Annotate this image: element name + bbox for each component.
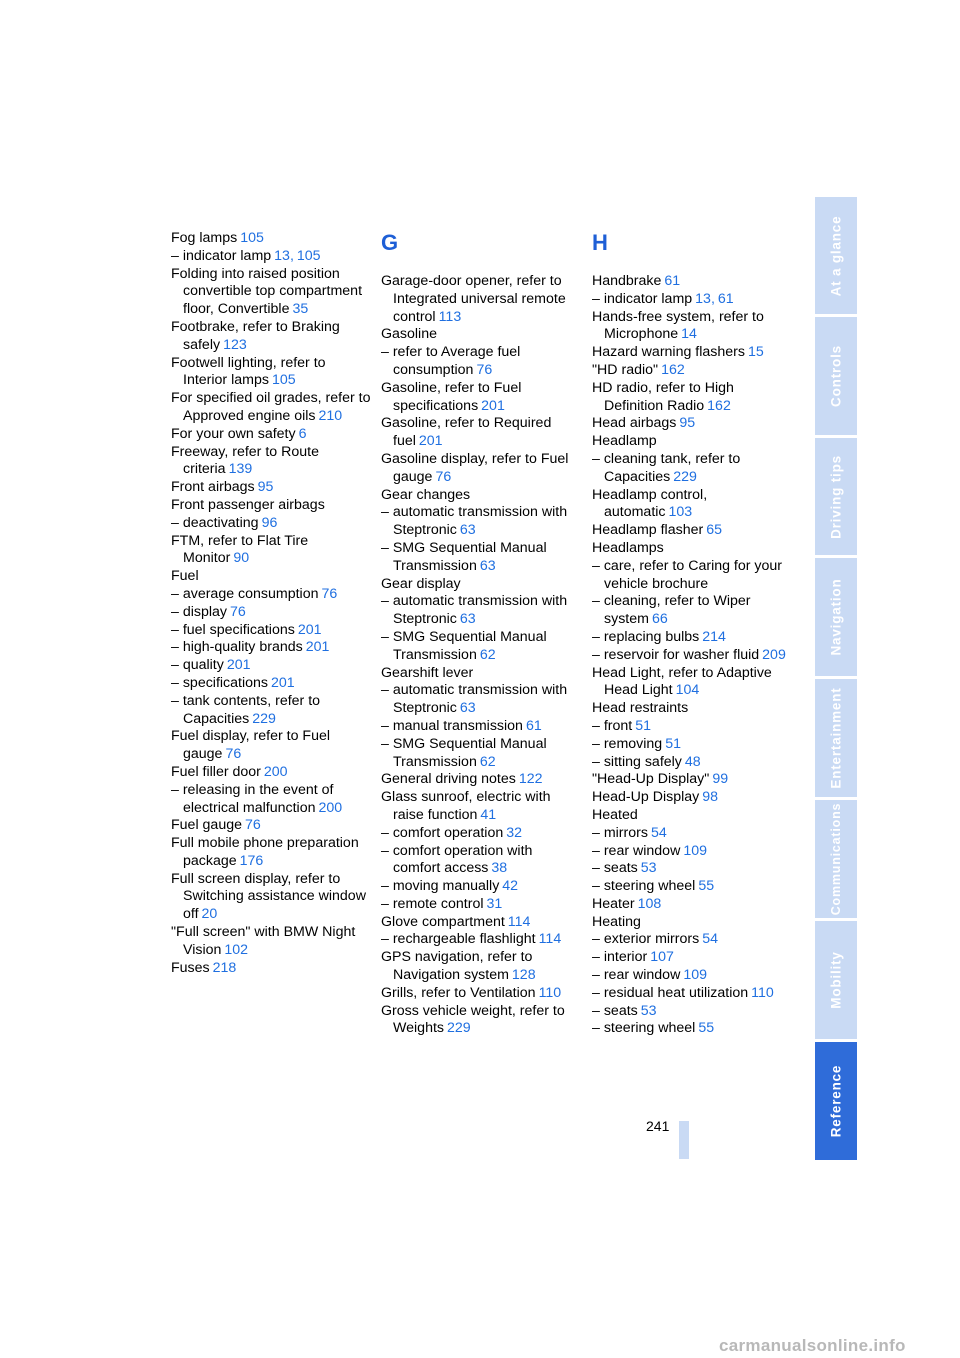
index-entry-text: General driving notes [381, 771, 516, 788]
index-entry-text: Fuel display, refer to Fuel gauge [171, 728, 331, 763]
index-entry [171, 568, 371, 586]
index-entry-text: Footbrake, refer to Braking safely [171, 318, 340, 353]
page-link[interactable]: 139 [228, 461, 253, 478]
index-entry-text: – tank contents, refer to Capacities [171, 692, 321, 727]
index-entry-text: Fuel [171, 568, 199, 585]
index-entry [381, 931, 581, 949]
index-entry-text: Gasoline, refer to Fuel specifications [381, 379, 522, 414]
index-entry-text: Handbrake [592, 273, 662, 289]
index-entry-text: – average consumption [171, 585, 319, 602]
index-entry [171, 479, 371, 497]
index-entry-text: – care, refer to Caring for your vehicle brochure [592, 557, 783, 592]
page-link[interactable]: 214 [702, 628, 726, 645]
index-entry-text: – deactivating [171, 514, 259, 531]
page-link[interactable]: 20 [201, 906, 218, 923]
page-link[interactable]: 76 [225, 746, 242, 763]
index-entry-text: – rear window [592, 842, 681, 859]
index-entry-text: Heated [592, 806, 638, 823]
index-entry-text: Heating [592, 913, 641, 930]
index-entry-text: Hazard warning flashers [592, 344, 745, 361]
page-link[interactable]: 105 [240, 230, 264, 246]
page-link[interactable]: 96 [261, 514, 278, 531]
index-entry [592, 593, 792, 629]
index-entry-text: Head airbags [592, 415, 677, 432]
index-entry-text: – high-quality brands [171, 639, 303, 656]
index-entry-text: "HD radio" [592, 361, 659, 378]
page-link[interactable]: 63 [459, 611, 476, 628]
sidebar-tab-communications[interactable]: Communications [815, 800, 857, 918]
page-link[interactable]: 209 [762, 646, 786, 663]
index-entry [171, 533, 371, 569]
index-entry-text: – removing [592, 735, 663, 752]
page-link[interactable]: 98 [702, 789, 719, 806]
index-entry [592, 825, 792, 843]
index-entry-text: – comfort operation [381, 824, 504, 841]
watermark: carmanualsonline.info [719, 1336, 906, 1355]
page-link[interactable]: 229 [673, 468, 697, 485]
page-link[interactable]: 107 [650, 949, 674, 966]
index-entry [592, 700, 792, 718]
index-entry-text: Head Light, refer to Adaptive Head Light [592, 664, 772, 699]
index-entry [592, 415, 792, 433]
index-entry [592, 647, 792, 665]
section-letter-h: H [592, 230, 608, 255]
page-number-bar [679, 1121, 689, 1159]
index-entry [381, 896, 581, 914]
page-link[interactable]: 54 [702, 931, 718, 948]
page-link[interactable]: 61 [717, 290, 734, 307]
index-entry-text: – seats [592, 860, 638, 877]
index-entry [171, 390, 371, 426]
index-entry-text: – rechargeable flashlight [381, 931, 536, 948]
index-entry [171, 586, 371, 604]
index-entry [171, 230, 371, 248]
page-link[interactable]: 113 [438, 308, 462, 325]
page-link[interactable]: 201 [297, 621, 322, 638]
page-link[interactable]: 95 [679, 415, 696, 432]
page-link[interactable]: 95 [257, 479, 274, 496]
page-link[interactable]: 201 [418, 433, 443, 450]
index-entry [381, 682, 581, 718]
index-entry-text: – quality [171, 657, 224, 674]
index-entry [381, 326, 581, 344]
sidebar-tab-driving-tips[interactable]: Driving tips [815, 438, 857, 555]
page-link[interactable]: 109 [683, 842, 707, 859]
index-entry [592, 522, 792, 540]
page-link[interactable]: 122 [518, 771, 543, 788]
index-entry [592, 558, 792, 594]
index-entry [592, 273, 792, 291]
page-link[interactable]: 114 [538, 931, 562, 948]
index-entry [381, 1003, 581, 1039]
index-entry [381, 665, 581, 683]
index-entry-text: "Full screen" with BMW Night Vision [171, 924, 356, 958]
chapter-sidebar [815, 197, 857, 1160]
page-link[interactable]: 210 [318, 407, 343, 424]
index-entry-text: Front airbags [171, 479, 255, 496]
page-link[interactable]: 76 [230, 603, 246, 620]
index-entry [592, 860, 792, 878]
page-link[interactable]: 65 [706, 522, 722, 539]
index-entry [171, 497, 371, 515]
index-entry [381, 718, 581, 736]
index-entry-text: – sitting safely [592, 753, 682, 770]
index-entry-text: Hands-free system, refer to Microphone [592, 308, 764, 343]
index-entry [592, 967, 792, 985]
index-entry [592, 789, 792, 807]
page-link[interactable]: 229 [447, 1020, 471, 1037]
page-link[interactable]: 53 [640, 860, 657, 877]
sidebar-tab-mobility[interactable]: Mobility [815, 921, 857, 1039]
page-link[interactable]: 99 [712, 771, 729, 788]
page-link[interactable]: 41 [480, 806, 497, 823]
index-entry [381, 629, 581, 665]
index-entry-text: Gross vehicle weight, refer to Weights [381, 1002, 565, 1037]
index-entry-text: Grills, refer to Ventilation [381, 984, 536, 1001]
index-entry [592, 487, 792, 523]
page-link[interactable]: 200 [263, 763, 288, 780]
index-entry-text: Folding into raised position convertible top compartment floor, Convertible [171, 265, 363, 318]
section-letter-g: G [381, 230, 399, 255]
index-entry [381, 878, 581, 896]
page-link[interactable]: 128 [511, 967, 536, 984]
page-link[interactable]: 229 [252, 710, 276, 727]
index-entry [381, 487, 581, 505]
index-column-3 [592, 229, 792, 1038]
page-link[interactable]: 51 [635, 717, 652, 734]
index-entry [171, 835, 371, 871]
page-link[interactable]: 55 [698, 1020, 715, 1037]
index-entry [592, 754, 792, 772]
index-entry [592, 896, 792, 914]
page-link[interactable]: 102 [224, 941, 249, 958]
index-entry-text: Front passenger airbags [171, 496, 325, 513]
index-entry [171, 924, 371, 960]
index-entry [592, 949, 792, 967]
index-entry-text: For your own safety [171, 425, 296, 442]
page-link[interactable]: 31 [486, 895, 503, 912]
index-entry-text: – cleaning, refer to Wiper system [592, 593, 751, 628]
index-entry [592, 540, 792, 558]
page-link[interactable]: 109 [683, 967, 707, 984]
index-entry-text: Glove compartment [381, 913, 505, 930]
index-entry-text: – SMG Sequential Manual Transmission [381, 628, 547, 663]
page-link[interactable]: 103 [668, 504, 693, 521]
index-entry-text: Headlamp [592, 433, 657, 450]
index-entry [381, 504, 581, 540]
index-entry [381, 771, 581, 789]
page-link[interactable]: 13 [274, 247, 290, 264]
index-column-1 [171, 230, 371, 977]
index-entry-text: – indicator lamp [592, 290, 693, 307]
page-link[interactable]: 55 [698, 878, 715, 895]
index-entries-g [381, 273, 581, 1038]
index-entry [381, 576, 581, 594]
page-link[interactable]: 6 [298, 425, 307, 442]
index-entries-h [592, 273, 792, 1038]
page-link[interactable]: 61 [525, 717, 542, 734]
index-entry-text: Head restraints [592, 700, 689, 717]
page-link[interactable]: 105 [271, 372, 296, 389]
index-entry-text: – seats [592, 1002, 638, 1019]
sidebar-tab-at-a-glance[interactable]: At a glance [815, 197, 857, 314]
sidebar-tab-entertainment[interactable]: Entertainment [815, 679, 857, 797]
index-entry-text: Gasoline [381, 326, 437, 343]
index-entry [381, 451, 581, 487]
index-entry [381, 593, 581, 629]
index-entry-text: – refer to Average fuel consumption [381, 344, 521, 378]
index-entry-text: – automatic transmission with Steptronic [381, 682, 568, 717]
index-entry [171, 639, 371, 657]
page-link[interactable]: 110 [751, 984, 774, 1001]
index-entry-text: – steering wheel [592, 878, 696, 895]
index-entry-text: – interior [592, 949, 648, 966]
page-link[interactable]: 108 [637, 895, 662, 912]
index-entry [381, 843, 581, 879]
page-link[interactable]: 200 [318, 799, 343, 816]
index-entry [171, 622, 371, 640]
index-entry [381, 380, 581, 416]
page-link[interactable]: 90 [233, 550, 250, 567]
page-link[interactable]: 201 [481, 397, 505, 414]
index-entry [592, 1020, 792, 1038]
index-entry [381, 914, 581, 932]
index-entry-text: Fuel filler door [171, 763, 261, 780]
page-link[interactable]: 32 [506, 824, 523, 841]
index-entry-text: – residual heat utilization [592, 984, 749, 1001]
index-entry-text: – rear window [592, 967, 681, 984]
index-entry [592, 843, 792, 861]
index-entry [171, 960, 371, 978]
page-link[interactable]: 62 [479, 753, 496, 770]
index-entry [592, 362, 792, 380]
index-entry [171, 604, 371, 622]
index-entry-text: Gear display [381, 575, 461, 592]
index-entry-text: Heater [592, 895, 635, 912]
index-entry-text: Gearshift lever [381, 664, 474, 681]
index-entry-text: FTM, refer to Flat Tire Monitor [171, 532, 309, 567]
index-entry [381, 789, 581, 825]
index-entry-text: Fog lamps [171, 230, 238, 246]
index-entry [592, 878, 792, 896]
index-entry [592, 309, 792, 345]
index-entry-text: – SMG Sequential Manual Transmission [381, 539, 547, 574]
index-entry-text: – steering wheel [592, 1020, 696, 1037]
page-link[interactable]: 76 [245, 817, 261, 834]
page-link[interactable]: 105 [296, 247, 321, 264]
page-link[interactable]: 76 [476, 361, 493, 378]
index-entry-text: – specifications [171, 674, 268, 691]
index-entry [381, 415, 581, 451]
index-entry-text: GPS navigation, refer to Navigation system [381, 949, 533, 984]
sidebar-tab-controls[interactable]: Controls [815, 317, 857, 435]
index-entry-text: Full mobile phone preparation package [171, 835, 359, 869]
index-entry-text: – SMG Sequential Manual Transmission [381, 735, 547, 770]
page-link[interactable]: 162 [707, 397, 731, 414]
index-entry [171, 817, 371, 835]
index-entry [592, 1003, 792, 1021]
index-entry [592, 985, 792, 1003]
index-entry [171, 355, 371, 391]
index-entry-text: – indicator lamp [171, 247, 272, 264]
sidebar-tab-reference[interactable]: Reference [815, 1042, 857, 1160]
index-entry-text: Glass sunroof, electric with raise function [381, 789, 551, 823]
index-entry-text: – moving manually [381, 878, 500, 895]
page-number: 241 [646, 1118, 670, 1134]
index-entry [171, 248, 371, 266]
index-column-2 [381, 229, 581, 1038]
index-entry [592, 380, 792, 416]
page-link[interactable]: 123 [223, 336, 247, 353]
index-entry-text: – releasing in the event of electrical malfunction [171, 781, 334, 816]
index-entry-text: Fuel gauge [171, 817, 242, 834]
page-link[interactable]: 76 [321, 585, 338, 602]
index-entry [171, 266, 371, 319]
index-entry [171, 871, 371, 924]
index-entry [171, 657, 371, 675]
page-link[interactable]: 14 [681, 326, 697, 343]
page-link[interactable]: 63 [459, 522, 476, 539]
page-link[interactable]: 35 [292, 301, 309, 318]
index-entry-text: – cleaning tank, refer to Capacities [592, 450, 741, 485]
index-entry [592, 344, 792, 362]
index-entry [171, 675, 371, 693]
page-separator: , [289, 247, 294, 264]
page-separator: , [710, 290, 715, 307]
index-entry [592, 629, 792, 647]
page-link[interactable]: 42 [502, 878, 519, 895]
index-entry [171, 319, 371, 355]
index-entry [592, 665, 792, 701]
sidebar-tab-navigation[interactable]: Navigation [815, 558, 857, 676]
index-entry-text: – automatic transmission with Steptronic [381, 593, 568, 628]
index-entry [171, 515, 371, 533]
index-entry-text: Full screen display, refer to Switching assistance window off [171, 870, 366, 923]
index-entry [592, 451, 792, 487]
page-link[interactable]: 13 [695, 290, 711, 307]
index-entry-text: – reservoir for washer fluid [592, 646, 760, 663]
page-link[interactable]: 110 [538, 984, 562, 1001]
page-link[interactable]: 104 [675, 682, 700, 699]
index-entry-text: Headlamp flasher [592, 522, 704, 539]
page-link[interactable]: 61 [664, 273, 681, 289]
index-entry [592, 718, 792, 736]
page-link[interactable]: 218 [212, 959, 237, 976]
index-entry [381, 825, 581, 843]
index-entry-text: – mirrors [592, 824, 648, 841]
page-link[interactable]: 162 [661, 361, 685, 378]
index-entry-text: – remote control [381, 895, 484, 912]
index-entry [381, 344, 581, 380]
index-entry-text: HD radio, refer to High Definition Radio [592, 379, 734, 414]
index-entry [171, 693, 371, 729]
index-entry [381, 985, 581, 1003]
page-link[interactable]: 201 [305, 639, 330, 656]
index-entry [381, 949, 581, 985]
page-link[interactable]: 176 [239, 852, 264, 869]
index-entry [171, 764, 371, 782]
index-entry [592, 433, 792, 451]
index-entry [171, 782, 371, 818]
page-link[interactable]: 48 [684, 753, 701, 770]
index-entry-text: Headlamps [592, 539, 664, 556]
index-entry-text: Fuses [171, 959, 210, 976]
index-entry [381, 540, 581, 576]
index-entry-text: – comfort operation with comfort access [381, 842, 533, 877]
page-link[interactable]: 15 [747, 344, 764, 361]
page-link[interactable]: 38 [491, 860, 508, 877]
index-entry-text: Garage-door opener, refer to Integrated universal remote control [381, 273, 566, 325]
page-link[interactable]: 114 [507, 913, 531, 930]
page-link[interactable]: 51 [665, 735, 681, 752]
index-entry-text: – manual transmission [381, 717, 523, 734]
index-entry-text: Head-Up Display [592, 789, 700, 806]
index-entry-text: For specified oil grades, refer to Approved engine oils [171, 390, 371, 424]
page-link[interactable]: 66 [651, 611, 668, 628]
index-entry-text: Gear changes [381, 486, 471, 503]
index-entry-text: "Head-Up Display" [592, 771, 710, 788]
page-link[interactable]: 62 [479, 646, 496, 663]
index-entry [592, 931, 792, 949]
index-entry [381, 273, 581, 326]
index-entry-text: Gasoline, refer to Required fuel [381, 415, 552, 450]
index-entry [592, 914, 792, 932]
page-link[interactable]: 63 [459, 700, 476, 717]
index-entry-text: – exterior mirrors [592, 931, 700, 948]
index-entry [171, 444, 371, 480]
index-entry [592, 771, 792, 789]
page-link[interactable]: 201 [271, 674, 295, 691]
index-entry [171, 728, 371, 764]
index-entry-text: – automatic transmission with Steptronic [381, 504, 568, 539]
page-link[interactable]: 53 [640, 1002, 657, 1019]
index-entry [592, 807, 792, 825]
index-entry-text: Gasoline display, refer to Fuel gauge [381, 450, 569, 485]
page-link[interactable]: 63 [479, 557, 496, 574]
index-entry-text: Freeway, refer to Route criteria [171, 443, 319, 478]
index-entry-text: – display [171, 603, 227, 620]
page-link[interactable]: 201 [226, 657, 251, 674]
index-entry [171, 426, 371, 444]
index-entry-text: Headlamp control, automatic [592, 486, 708, 521]
index-entry-text: – front [592, 717, 633, 734]
index-entry-text: – fuel specifications [171, 621, 295, 638]
index-entry [592, 291, 792, 309]
index-entry [381, 736, 581, 772]
page-link[interactable]: 76 [435, 468, 452, 485]
page-link[interactable]: 54 [650, 824, 667, 841]
index-entry-text: Footwell lighting, refer to Interior lamps [171, 354, 326, 389]
index-entry-text: – replacing bulbs [592, 628, 700, 645]
index-entry [592, 736, 792, 754]
